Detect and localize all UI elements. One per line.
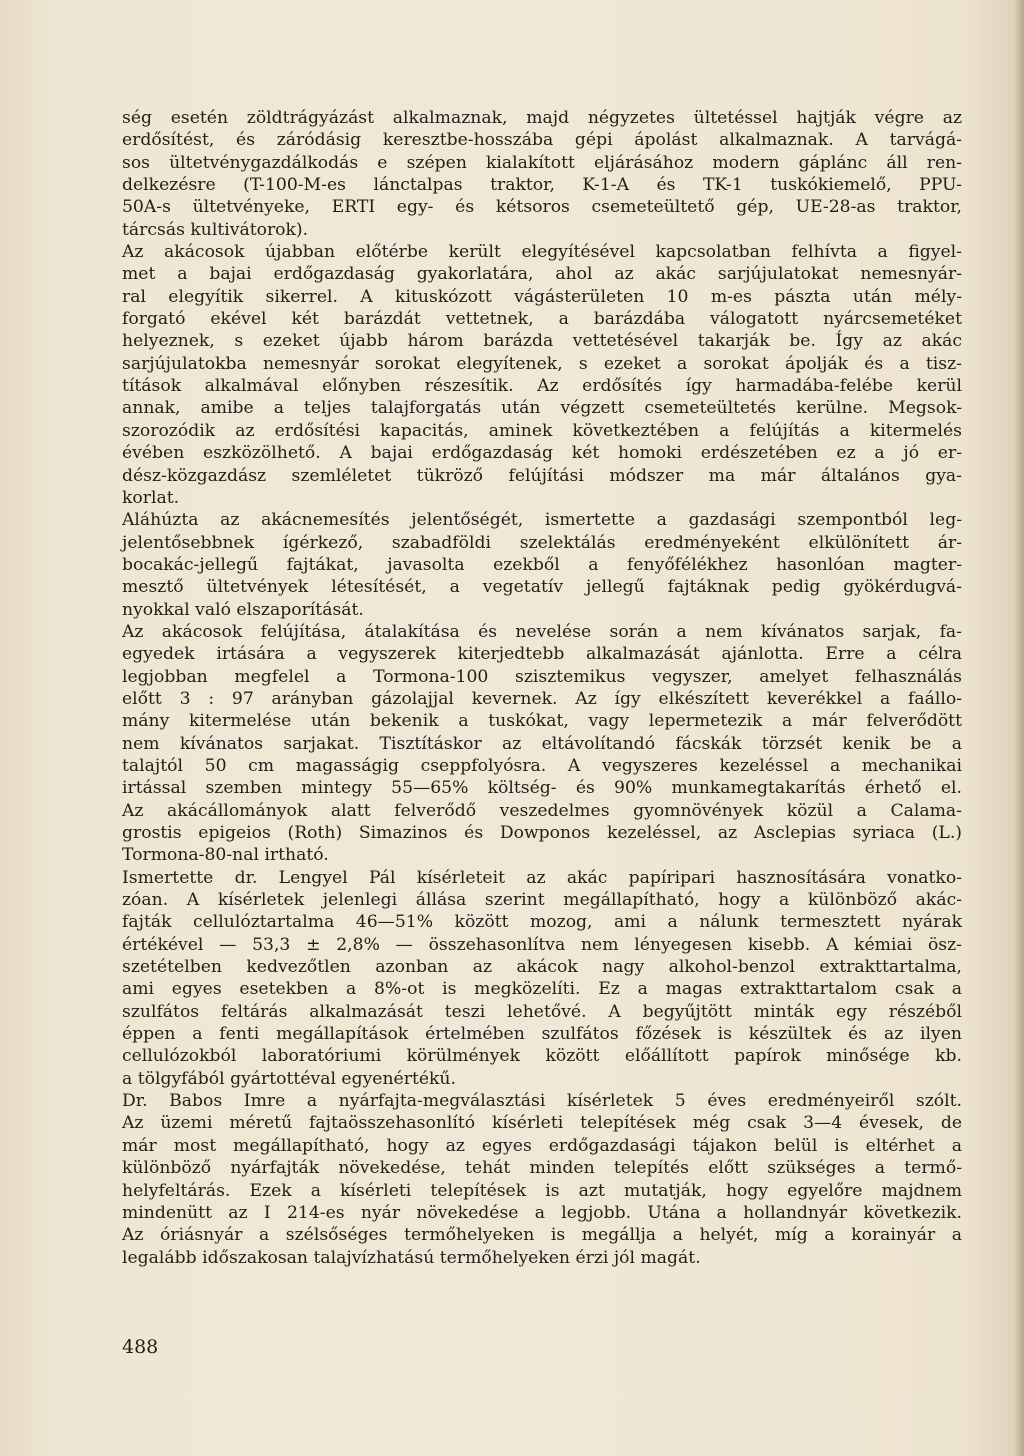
text-line: ség esetén zöldtrágyázást alkalmaznak, majd négyzetes ültetéssel hajtják végre az xyxy=(122,108,962,128)
text-line: szulfátos feltárás alkalmazását teszi lehetővé. A begyűjtött minták egy részéből xyxy=(122,1001,962,1022)
text-line: sos ültetvénygazdálkodás e szépen kialakított eljárásához modern gáplánc áll ren- xyxy=(122,152,962,173)
text-line: ami egyes esetekben a 8%-ot is megközelíti. Ez a magas extrakttartalom csak a xyxy=(122,979,962,1000)
text-line: jelentősebbnek ígérkező, szabadföldi szelektálás eredményeként elkülönített ár- xyxy=(122,532,962,553)
text-line: mindenütt az I 214-es nyár növekedése a legjobb. Utána a hollandnyár következik. xyxy=(122,1202,962,1223)
text-line: fajták cellulóztartalma 46—51% között mozog, ami a nálunk termesztett nyárak xyxy=(122,912,962,933)
text-line: helyfeltárás. Ezek a kísérleti telepítések is azt mutatják, hogy egyelőre majdnem xyxy=(122,1180,962,1201)
text-line: irtással szemben mintegy 55—65% költség- és 90% munkamegtakarítás érhető el. xyxy=(122,778,962,799)
text-line: különböző nyárfajták növekedése, tehát minden telepítés előtt szükséges a termő- xyxy=(122,1158,962,1179)
text-line: ral elegyítik sikerrel. A kituskózott vágásterületen 10 m-es pászta után mély- xyxy=(122,286,962,307)
text-line: Az akácállományok alatt felverődő veszedelmes gyomnövények közül a Calama- xyxy=(122,800,962,821)
text-line: szorozódik az erdősítési kapacitás, aminek következtében a felújítás a kitermelés xyxy=(122,420,962,441)
text-line: cellulózokból laboratóriumi körülmények között előállított papírok minősége kb. xyxy=(122,1046,962,1067)
text-line: korlat. xyxy=(122,487,180,508)
text-line: bocakác-jellegű fajtákat, javasolta ezekből a fenyőfélékhez hasonlóan magter- xyxy=(122,554,962,575)
text-line: helyeznek, s ezeket újabb három barázda vettetésével takarják be. Így az akác xyxy=(122,331,962,352)
page-number: 488 xyxy=(122,1336,159,1358)
page-edge-shadow xyxy=(1014,0,1024,1456)
text-line: met a bajai erdőgazdaság gyakorlatára, ahol az akác sarjújulatokat nemesnyár- xyxy=(122,264,962,285)
text-line: sarjújulatokba nemesnyár sorokat elegyítenek, s ezeket a sorokat ápolják és a tisz- xyxy=(122,353,962,374)
text-line: Az akácosok felújítása, átalakítása és nevelése során a nem kívánatos sarjak, fa- xyxy=(122,621,962,642)
text-line: éppen a fenti megállapítások értelmében szulfátos főzések is készültek és az ilyen xyxy=(122,1024,962,1045)
text-line: annak, amibe a teljes talajforgatás után végzett csemeteültetés kerülne. Megsok- xyxy=(122,398,962,419)
text-line: 50A-s ültetvényeke, ERTI egy- és kétsoros csemeteültető gép, UE-28-as traktor, xyxy=(122,197,962,218)
text-line: nem kívánatos sarjakat. Tisztításkor az eltávolítandó fácskák törzsét kenik be a xyxy=(122,733,962,754)
text-line: szetételben kedvezőtlen azonban az akácok nagy alkohol-benzol extrakttartalma, xyxy=(122,957,962,978)
text-line: Az üzemi méretű fajtaösszehasonlító kísérleti telepítések még csak 3—4 évesek, de xyxy=(122,1113,962,1134)
body-text xyxy=(122,107,962,1269)
text-line: előtt 3 : 97 arányban gázolajjal kevernek. Az így elkészített keverékkel a faállo- xyxy=(122,688,962,709)
text-line: a tölgyfából gyártottéval egyenértékű. xyxy=(122,1068,456,1089)
text-line: títások alkalmával előnyben részesítik. Az erdősítés így harmadába-felébe kerül xyxy=(122,376,962,397)
text-line: mány kitermelése után bekenik a tuskókat, vagy lepermetezik a már felverődött xyxy=(122,711,962,732)
text-line: delkezésre (T-100-M-es lánctalpas traktor, K-1-A és TK-1 tuskókiemelő, PPU- xyxy=(122,175,962,196)
text-line: erdősítést, és záródásig keresztbe-hosszába gépi ápolást alkalmaznak. A tarvágá- xyxy=(122,130,962,151)
text-line: Az akácosok újabban előtérbe került elegyítésével kapcsolatban felhívta a figyel- xyxy=(122,242,962,263)
text-line: értékével — 53,3 ± 2,8% — összehasonlítva nem lényegesen kisebb. A kémiai ösz- xyxy=(122,934,962,955)
text-line: egyedek irtására a vegyszerek kiterjedtebb alkalmazását ajánlotta. Erre a célra xyxy=(122,644,962,665)
text-line: mesztő ültetvények létesítését, a vegetatív jellegű fajtáknak pedig gyökérdugvá- xyxy=(122,577,962,598)
text-line: Aláhúzta az akácnemesítés jelentőségét, ismertette a gazdasági szempontból leg- xyxy=(122,510,962,531)
text-line: legjobban megfelel a Tormona-100 szisztemikus vegyszer, amelyet felhasználás xyxy=(122,666,962,687)
text-line: Dr. Babos Imre a nyárfajta-megválasztási kísérletek 5 éves eredményeiről szólt. xyxy=(122,1091,962,1112)
text-line: forgató ekével két barázdát vettetnek, a barázdába válogatott nyárcsemetéket xyxy=(122,309,962,330)
text-line: Tormona-80-nal irtható. xyxy=(122,845,329,866)
text-line: talajtól 50 cm magasságig cseppfolyósra. A vegyszeres kezeléssel a mechanikai xyxy=(122,755,962,776)
text-line: Az óriásnyár a szélsőséges termőhelyeken is megállja a helyét, míg a korainyár a xyxy=(122,1225,962,1246)
text-line: tárcsás kultivátorok). xyxy=(122,219,309,240)
text-line: grostis epigeios (Roth) Simazinos és Dowponos kezeléssel, az Asclepias syriaca (L.) xyxy=(122,823,962,843)
text-line: Ismertette dr. Lengyel Pál kísérleteit az akác papíripari hasznosítására vonatko- xyxy=(122,867,962,888)
text-line: évében eszközölhető. A bajai erdőgazdaság két homoki erdészetében ez a jó er- xyxy=(122,443,962,464)
text-line: dész-közgazdász szemléletet tükröző felújítási módszer ma már általános gya- xyxy=(122,465,962,486)
text-line: már most megállapítható, hogy az egyes erdőgazdasági tájakon belül is eltérhet a xyxy=(122,1135,962,1156)
text-line: zóan. A kísérletek jelenlegi állása szerint megállapítható, hogy a különböző akác- xyxy=(122,890,962,911)
text-line: nyokkal való elszaporítását. xyxy=(122,599,364,620)
text-line: legalább időszakosan talajvízhatású termőhelyeken érzi jól magát. xyxy=(122,1247,701,1268)
